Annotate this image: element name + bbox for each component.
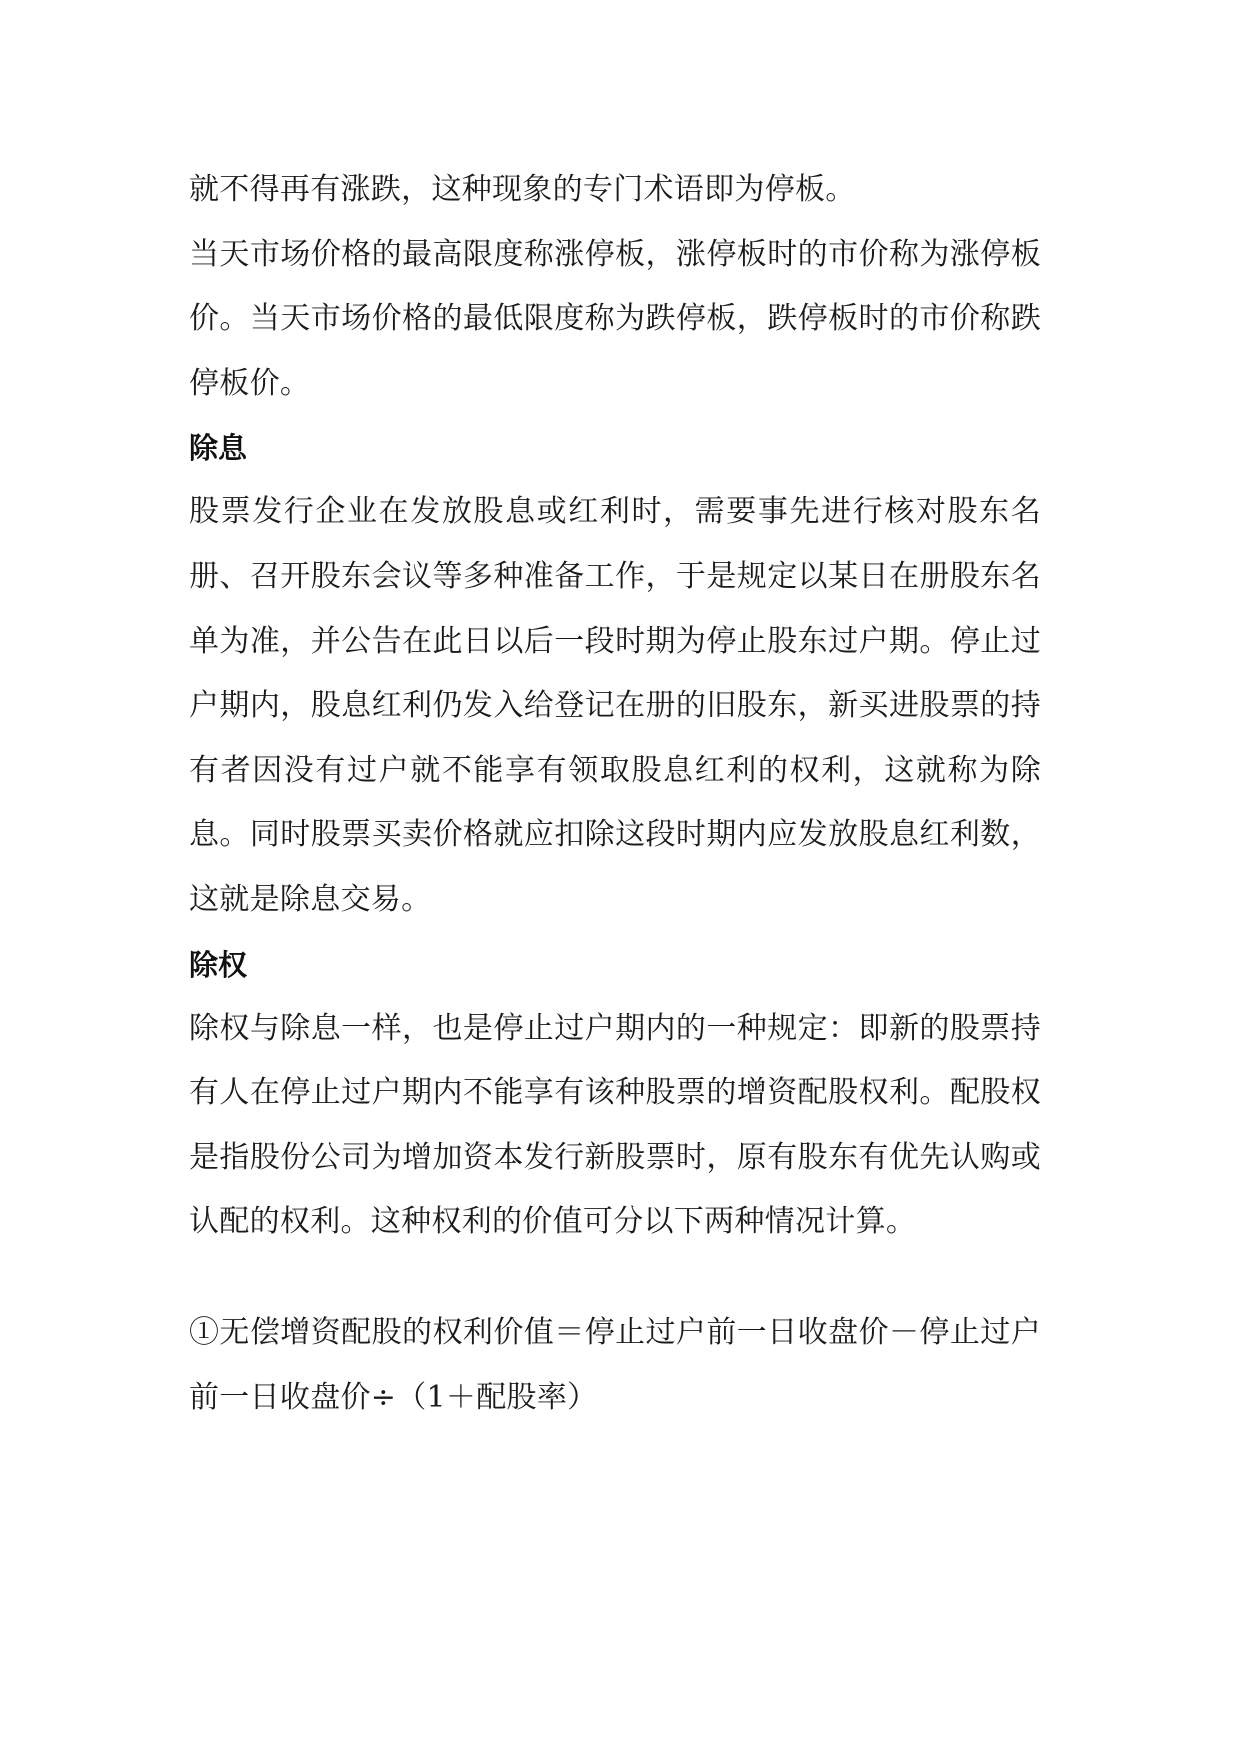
section-heading-ex-rights: 除权 xyxy=(189,947,248,982)
intro-paragraph-limit-prices: 当天市场价格的最高限度称涨停板，涨停板时的市价称为涨停板价。当天市场价格的最低限度称为跌停板，跌停板时的市价称跌停板价。 xyxy=(189,236,1041,401)
intro-paragraph-limit-stop: 就不得再有涨跌，这种现象的专门术语即为停板。 xyxy=(189,172,856,207)
section-heading-ex-dividend: 除息 xyxy=(189,431,248,466)
formula-rights-value: ①无偿增资配股的权利价值＝停止过户前一日收盘价－停止过户前一日收盘价÷（1＋配股率） xyxy=(189,1314,1041,1415)
document-content xyxy=(189,158,1041,1430)
section-body-ex-rights: 除权与除息一样，也是停止过户期内的一种规定：即新的股票持有人在停止过户期内不能享有该种股票的增资配股权利。配股权是指股份公司为增加资本发行新股票时，原有股东有优先认购或认配的权利。这种权利的价值可分以下两种情况计算。 xyxy=(189,1010,1041,1240)
section-body-ex-dividend: 股票发行企业在发放股息或红利时，需要事先进行核对股东名册、召开股东会议等多种准备工作，于是规定以某日在册股东名单为准，并公告在此日以后一段时期为停止股东过户期。停止过户期内，股息红利仍发入给登记在册的旧股东，新买进股票的持有者因没有过户就不能享有领取股息红利的权利，这就称为除息。同时股票买卖价格就应扣除这段时期内应发放股息红利数，这就是除息交易。 xyxy=(189,494,1041,917)
